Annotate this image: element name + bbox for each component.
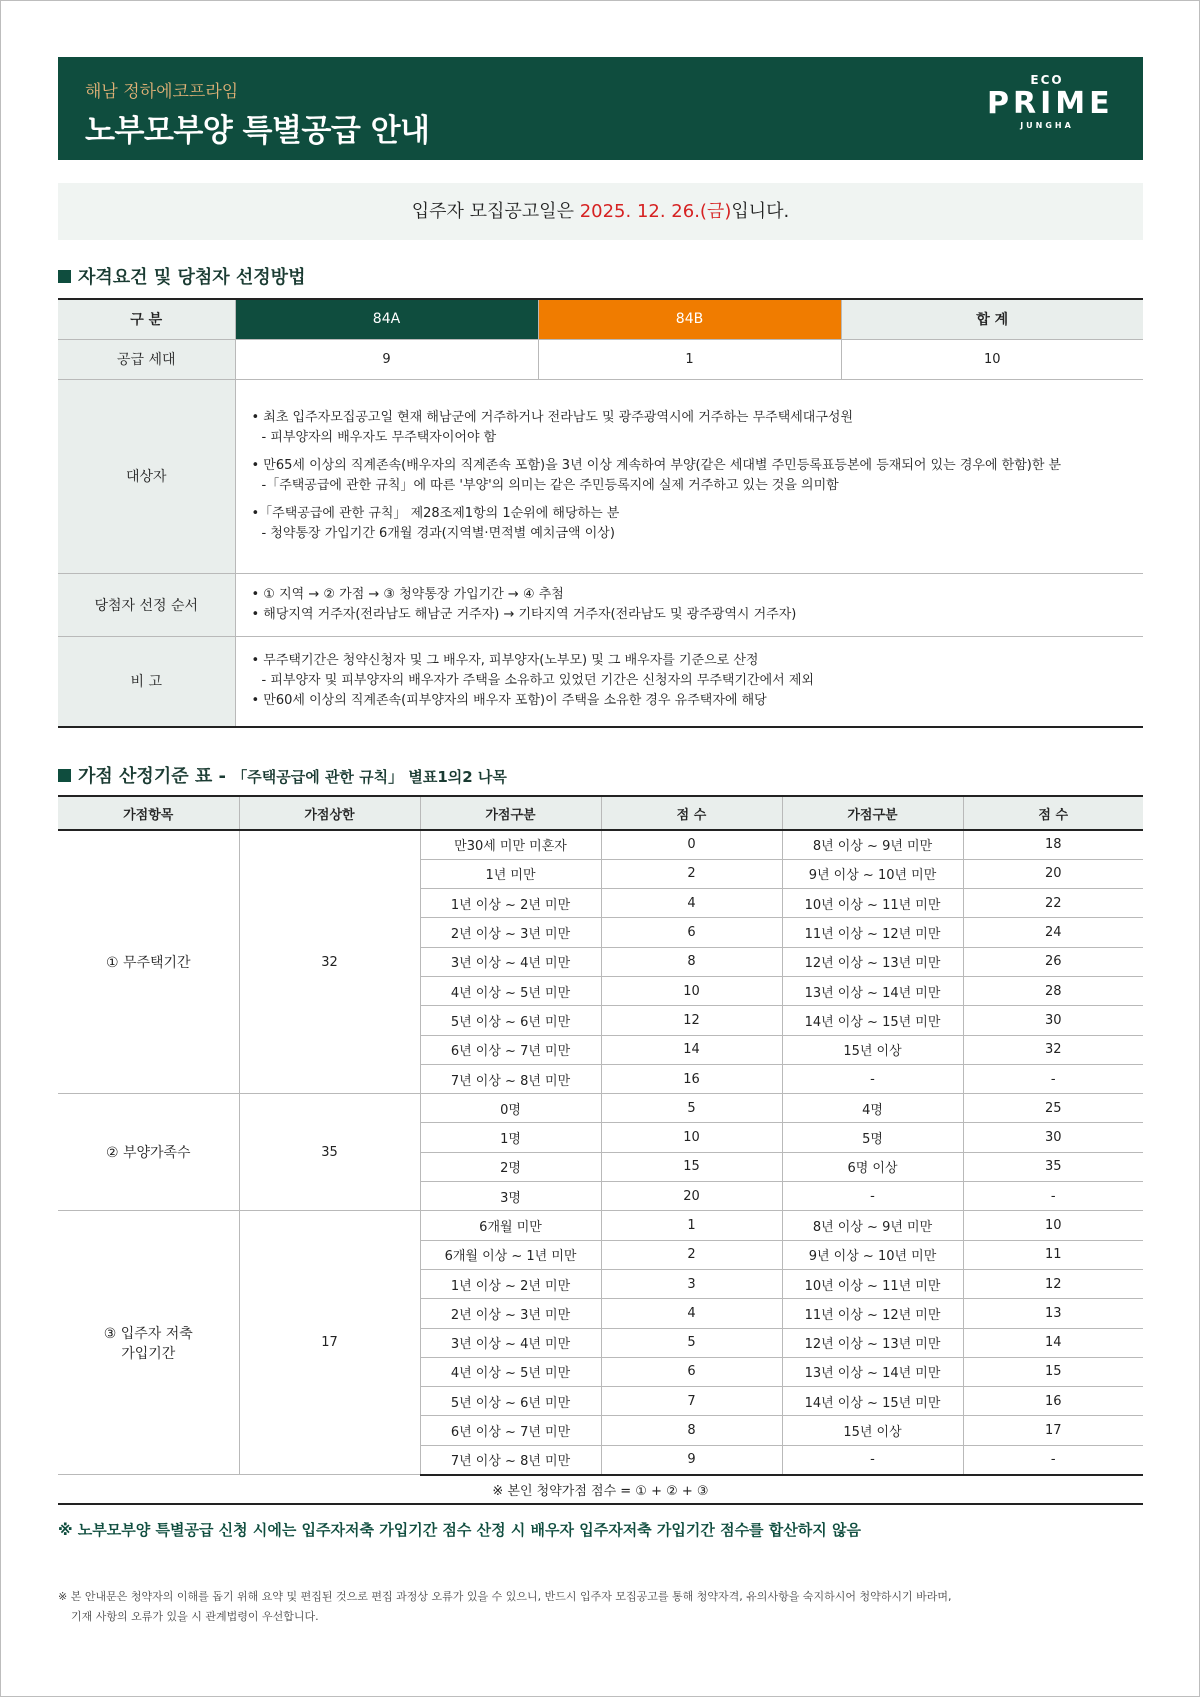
warning-note: ※ 노부모부양 특별공급 신청 시에는 입주자저축 가입기간 점수 산정 시 배우자 입주자저축 가입기간 점수를 합산하지 않음 (58, 1521, 861, 1539)
score-category: 2년 이상 ~ 3년 미만 (420, 1299, 601, 1328)
header-score-points: 점 수 (601, 796, 782, 830)
score-category-2: 4명 (782, 1094, 963, 1123)
score-category: 6년 이상 ~ 7년 미만 (420, 1416, 601, 1445)
score-category-2: 8년 이상 ~ 9년 미만 (782, 830, 963, 859)
supply-row (58, 339, 1143, 379)
score-points-2: - (963, 1445, 1143, 1474)
score-category-2: 13년 이상 ~ 14년 미만 (782, 976, 963, 1005)
remarks-line: - 피부양자 및 피부양자의 배우자가 주택을 소유하고 있었던 기간은 신청자의 무주택기간에서 제외 (261, 673, 814, 689)
selection-row (58, 573, 1143, 636)
score-points-2: 22 (963, 889, 1143, 918)
score-category: 만30세 미만 미혼자 (420, 830, 601, 859)
selection-line: • ① 지역 → ② 가점 → ③ 청약통장 가입기간 → ④ 추첨 (251, 586, 564, 602)
remarks-row (58, 636, 1143, 727)
selection-line: • 해당지역 거주자(전라남도 해남군 거주자) → 기타지역 거주자(전라남도 및 광주광역시 거주자) (251, 606, 797, 622)
target-content (235, 379, 1143, 573)
score-points: 10 (601, 976, 782, 1005)
header-score-category: 가점구분 (420, 796, 601, 830)
supply-label: 공급 세대 (58, 339, 235, 379)
footnote-line-1: ※ 본 안내문은 청약자의 이해를 돕기 위해 요약 및 편집된 것으로 편집 과정상 오류가 있을 수 있으니, 반드시 입주자 모집공고를 통해 청약자격, 유의사항을 숙지하시어 청약하시기 바라며, (58, 1590, 952, 1603)
notice-suffix: 입니다. (731, 201, 790, 222)
supply-total: 10 (841, 339, 1143, 379)
score-points: 1 (601, 1211, 782, 1240)
target-label: 대상자 (58, 379, 235, 573)
score-category: 7년 이상 ~ 8년 미만 (420, 1445, 601, 1474)
score-points: 9 (601, 1445, 782, 1474)
score-points-2: 11 (963, 1240, 1143, 1269)
remarks-label: 비 고 (58, 636, 235, 727)
score-category: 5년 이상 ~ 6년 미만 (420, 1387, 601, 1416)
score-points: 5 (601, 1328, 782, 1357)
header-banner (58, 57, 1143, 160)
score-category-2: 14년 이상 ~ 15년 미만 (782, 1387, 963, 1416)
logo-prime: PRIME (987, 86, 1114, 121)
logo-jungha: JUNGHA (1020, 121, 1074, 130)
remarks-content (235, 636, 1143, 727)
score-points: 6 (601, 918, 782, 947)
supply-84a: 9 (235, 339, 538, 379)
score-category-2: 15년 이상 (782, 1035, 963, 1064)
score-category-2: 13년 이상 ~ 14년 미만 (782, 1357, 963, 1386)
target-line: -「주택공급에 관한 규칙」에 따른 '부양'의 의미는 같은 주민등록지에 실제 거주하고 있는 것을 의미함 (261, 478, 839, 493)
score-points-2: 13 (963, 1299, 1143, 1328)
score-group-label-line: ③ 입주자 저축 (103, 1325, 193, 1342)
score-category-2: - (782, 1445, 963, 1474)
score-category: 6개월 미만 (420, 1211, 601, 1240)
score-category: 4년 이상 ~ 5년 미만 (420, 1357, 601, 1386)
header-subtitle: 해남 정하에코프라임 (85, 82, 239, 102)
score-category-2: 15년 이상 (782, 1416, 963, 1445)
supply-84b: 1 (538, 339, 841, 379)
score-points-2: 32 (963, 1035, 1143, 1064)
score-total-formula: ※ 본인 청약가점 점수 = ① + ② + ③ (58, 1475, 1143, 1504)
target-line: • 만65세 이상의 직계존속(배우자의 직계존속 포함)을 3년 이상 계속하여 부양(같은 세대별 주민등록표등본에 등재되어 있는 경우에 한함)한 분 (251, 458, 1062, 473)
selection-content (235, 573, 1143, 636)
header-score-item: 가점항목 (58, 796, 239, 830)
score-row (58, 830, 1143, 859)
square-bullet-icon (58, 769, 71, 782)
target-line: - 청약통장 가입기간 6개월 경과(지역별·면적별 예치금액 이상) (261, 526, 615, 541)
score-points: 8 (601, 947, 782, 976)
target-row (58, 379, 1143, 573)
section2-title-text: 가점 산정기준 표 - (78, 766, 233, 787)
score-header-row (58, 796, 1143, 830)
score-points-2: 30 (963, 1006, 1143, 1035)
score-table (58, 795, 1143, 1505)
score-points: 10 (601, 1123, 782, 1152)
score-category-2: 10년 이상 ~ 11년 미만 (782, 1269, 963, 1298)
score-category: 3년 이상 ~ 4년 미만 (420, 1328, 601, 1357)
square-bullet-icon (58, 270, 71, 283)
score-points: 4 (601, 889, 782, 918)
score-points-2: 18 (963, 830, 1143, 859)
header-score-points-2: 점 수 (963, 796, 1143, 830)
score-points-2: 25 (963, 1094, 1143, 1123)
score-points-2: 26 (963, 947, 1143, 976)
score-category-2: 5명 (782, 1123, 963, 1152)
target-line: - 피부양자의 배우자도 무주택자이어야 함 (261, 430, 497, 445)
score-category: 6년 이상 ~ 7년 미만 (420, 1035, 601, 1064)
section1-title-text: 자격요건 및 당첨자 선정방법 (78, 267, 306, 288)
score-category: 1명 (420, 1123, 601, 1152)
score-points: 16 (601, 1064, 782, 1093)
score-points: 5 (601, 1094, 782, 1123)
score-category: 1년 미만 (420, 859, 601, 888)
score-category: 1년 이상 ~ 2년 미만 (420, 1269, 601, 1298)
score-points-2: 14 (963, 1328, 1143, 1357)
footnote-line-2: 기재 사항의 오류가 있을 시 관계법령이 우선합니다. (71, 1610, 319, 1623)
score-category-2: - (782, 1182, 963, 1211)
score-points-2: 12 (963, 1269, 1143, 1298)
requirements-table (58, 298, 1143, 728)
score-points: 12 (601, 1006, 782, 1035)
notice-prefix: 입주자 모집공고일은 (411, 201, 580, 222)
header-score-max: 가점상한 (239, 796, 420, 830)
remarks-line: • 무주택기간은 청약신청자 및 그 배우자, 피부양자(노부모) 및 그 배우자를 기준으로 산정 (251, 653, 759, 669)
score-category: 0명 (420, 1094, 601, 1123)
score-category-2: 12년 이상 ~ 13년 미만 (782, 947, 963, 976)
score-points-2: - (963, 1064, 1143, 1093)
section-title-score (58, 762, 507, 788)
score-row (58, 1094, 1143, 1123)
score-category-2: 10년 이상 ~ 11년 미만 (782, 889, 963, 918)
score-table-body (58, 830, 1143, 1475)
score-row (58, 1211, 1143, 1240)
selection-label: 당첨자 선정 순서 (58, 573, 235, 636)
score-points-2: 24 (963, 918, 1143, 947)
score-points-2: 16 (963, 1387, 1143, 1416)
score-category: 2년 이상 ~ 3년 미만 (420, 918, 601, 947)
score-points-2: 15 (963, 1357, 1143, 1386)
score-category-2: 9년 이상 ~ 10년 미만 (782, 1240, 963, 1269)
page-title: 노부모부양 특별공급 안내 (85, 113, 430, 149)
section-title-requirements (58, 263, 305, 289)
score-category: 7년 이상 ~ 8년 미만 (420, 1064, 601, 1093)
score-points: 8 (601, 1416, 782, 1445)
score-points: 7 (601, 1387, 782, 1416)
brand-logo (987, 73, 1114, 130)
score-category: 3년 이상 ~ 4년 미만 (420, 947, 601, 976)
header-division: 구 분 (58, 299, 235, 339)
score-category: 5년 이상 ~ 6년 미만 (420, 1006, 601, 1035)
score-category-2: - (782, 1064, 963, 1093)
header-84a: 84A (235, 299, 538, 339)
score-category: 4년 이상 ~ 5년 미만 (420, 976, 601, 1005)
remarks-line: • 만60세 이상의 직계존속(피부양자의 배우자 포함)이 주택을 소유한 경우 유주택자에 해당 (251, 693, 767, 709)
header-score-category-2: 가점구분 (782, 796, 963, 830)
score-points: 6 (601, 1357, 782, 1386)
score-category: 6개월 이상 ~ 1년 미만 (420, 1240, 601, 1269)
header-total: 합 계 (841, 299, 1143, 339)
score-group-label-line: 가입기간 (121, 1345, 176, 1362)
score-points-2: 30 (963, 1123, 1143, 1152)
target-line: •「주택공급에 관한 규칙」 제28조제1항의 1순위에 해당하는 분 (251, 506, 620, 521)
score-points: 14 (601, 1035, 782, 1064)
score-group-max-savings-period: 17 (239, 1211, 420, 1475)
score-category-2: 11년 이상 ~ 12년 미만 (782, 918, 963, 947)
score-category-2: 12년 이상 ~ 13년 미만 (782, 1328, 963, 1357)
score-category-2: 9년 이상 ~ 10년 미만 (782, 859, 963, 888)
score-points-2: 17 (963, 1416, 1143, 1445)
score-total-row (58, 1475, 1143, 1504)
score-category: 2명 (420, 1152, 601, 1181)
score-points: 0 (601, 830, 782, 859)
header-84b: 84B (538, 299, 841, 339)
score-group-max-dependents: 35 (239, 1094, 420, 1211)
score-points: 15 (601, 1152, 782, 1181)
requirements-header-row (58, 299, 1143, 339)
score-category-2: 14년 이상 ~ 15년 미만 (782, 1006, 963, 1035)
score-category: 3명 (420, 1182, 601, 1211)
score-group-label-homeless-period: ① 무주택기간 (58, 830, 239, 1094)
section2-reference: 「주택공급에 관한 규칙」 별표1의2 나목 (232, 768, 507, 786)
score-points-2: 28 (963, 976, 1143, 1005)
score-points: 2 (601, 1240, 782, 1269)
score-points-2: 10 (963, 1211, 1143, 1240)
score-points: 4 (601, 1299, 782, 1328)
score-category-2: 11년 이상 ~ 12년 미만 (782, 1299, 963, 1328)
score-group-max-homeless-period: 32 (239, 830, 420, 1094)
notice-date: 2025. 12. 26.(금) (579, 201, 732, 222)
score-group-label-savings-period (58, 1211, 239, 1475)
logo-eco: ECO (1030, 73, 1064, 87)
score-points-2: 20 (963, 859, 1143, 888)
score-category-2: 8년 이상 ~ 9년 미만 (782, 1211, 963, 1240)
score-points: 3 (601, 1269, 782, 1298)
score-group-label-dependents: ② 부양가족수 (58, 1094, 239, 1211)
score-category: 1년 이상 ~ 2년 미만 (420, 889, 601, 918)
target-line: • 최초 입주자모집공고일 현재 해남군에 거주하거나 전라남도 및 광주광역시에 거주하는 무주택세대구성원 (251, 410, 854, 425)
score-points-2: 35 (963, 1152, 1143, 1181)
score-points-2: - (963, 1182, 1143, 1211)
notice-banner (58, 183, 1143, 240)
footnote (58, 1587, 951, 1627)
score-points: 20 (601, 1182, 782, 1211)
score-category-2: 6명 이상 (782, 1152, 963, 1181)
score-points: 2 (601, 859, 782, 888)
